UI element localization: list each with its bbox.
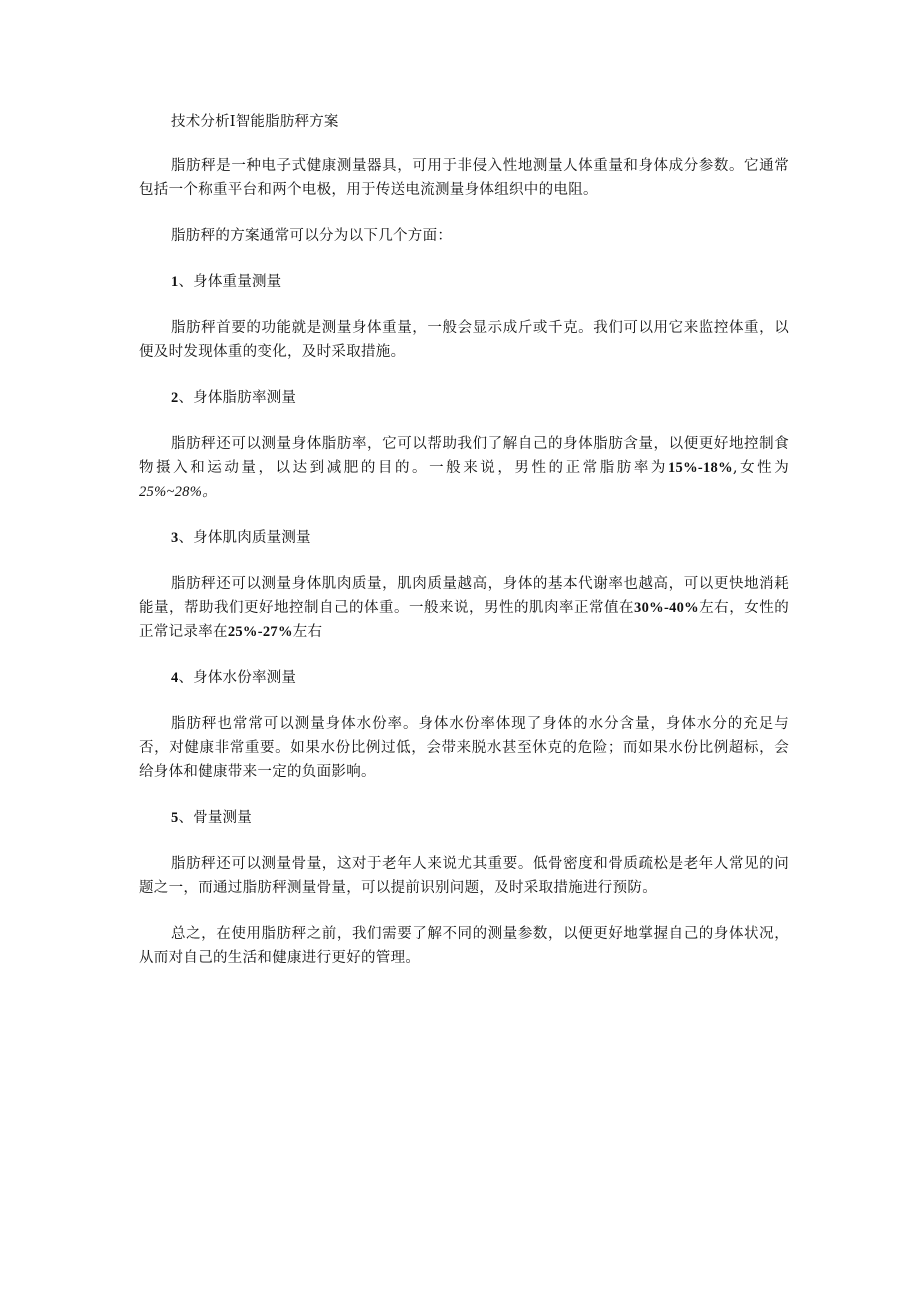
section-title: 、身体脂肪率测量 (178, 390, 297, 406)
section-title: 、身体重量测量 (178, 274, 282, 290)
section-number: 5 (171, 810, 179, 826)
section-body-bone: 脂肪秤还可以测量骨量，这对于老年人来说尤其重要。低骨密度和骨质疏松是老年人常见的问题之一，而通过脂肪秤测量骨量，可以提前识别问题，及时采取措施进行预防。 (139, 856, 789, 896)
section-number: 2 (171, 390, 179, 406)
section-heading-body-fat (139, 386, 789, 410)
conclusion-paragraph: 总之，在使用脂肪秤之前，我们需要了解不同的测量参数，以便更好地掌握自己的身体状况，从而对自己的生活和健康进行更好的管理。 (139, 926, 789, 966)
body-text: 脂肪秤还可以测量身体脂肪率，它可以帮助我们了解自己的身体脂肪含量，以便更好地控制食物摄入和运动量，以达到减肥的目的。一般来说，男性的正常脂肪率为 (139, 436, 789, 476)
body-text: ,女性为 (732, 460, 790, 476)
section-heading-muscle (139, 526, 789, 550)
male-fat-range: 15%-18% (667, 460, 733, 476)
overview-paragraph: 脂肪秤的方案通常可以分为以下几个方面： (171, 228, 453, 244)
section-number: 4 (171, 670, 179, 686)
female-fat-range: 25%~28%。 (139, 484, 217, 500)
section-heading-weight (139, 270, 789, 294)
female-muscle-range: 25%-27% (227, 624, 293, 640)
document-page (139, 110, 789, 992)
body-text: 左右 (292, 624, 323, 640)
body-text: 脂肪秤还可以测量身体肌肉质量，肌肉质量越高，身体的基本代谢率也越高，可以更快地消耗能量，帮助我们更好地控制自己的体重。一般来说，男性的肌肉率正常值在 (139, 576, 789, 616)
section-title: 、骨量测量 (178, 810, 252, 826)
section-heading-bone (139, 806, 789, 830)
intro-paragraph: 脂肪秤是一种电子式健康测量器具，可用于非侵入性地测量人体重量和身体成分参数。它通常包括一个称重平台和两个电极，用于传送电流测量身体组织中的电阻。 (139, 158, 789, 198)
section-number: 1 (171, 274, 179, 290)
section-body-muscle (139, 572, 789, 644)
section-body-weight: 脂肪秤首要的功能就是测量身体重量，一般会显示成斤或千克。我们可以用它来监控体重，以便及时发现体重的变化，及时采取措施。 (139, 320, 789, 360)
male-muscle-range: 30%-40% (634, 600, 699, 616)
section-heading-water (139, 666, 789, 690)
section-number: 3 (171, 530, 179, 546)
body-text: 左右，女性的正常记录率在 (139, 600, 789, 640)
section-body-water: 脂肪秤也常常可以测量身体水份率。身体水份率体现了身体的水分含量，身体水分的充足与否，对健康非常重要。如果水份比例过低，会带来脱水甚至休克的危险；而如果水份比例超标，会给身体和健康带来一定的负面影响。 (139, 716, 789, 780)
document-title: 技术分析I智能脂肪秤方案 (171, 114, 339, 130)
section-title: 、身体肌肉质量测量 (178, 530, 311, 546)
section-title: 、身体水份率测量 (178, 670, 297, 686)
section-body-body-fat (139, 432, 789, 504)
